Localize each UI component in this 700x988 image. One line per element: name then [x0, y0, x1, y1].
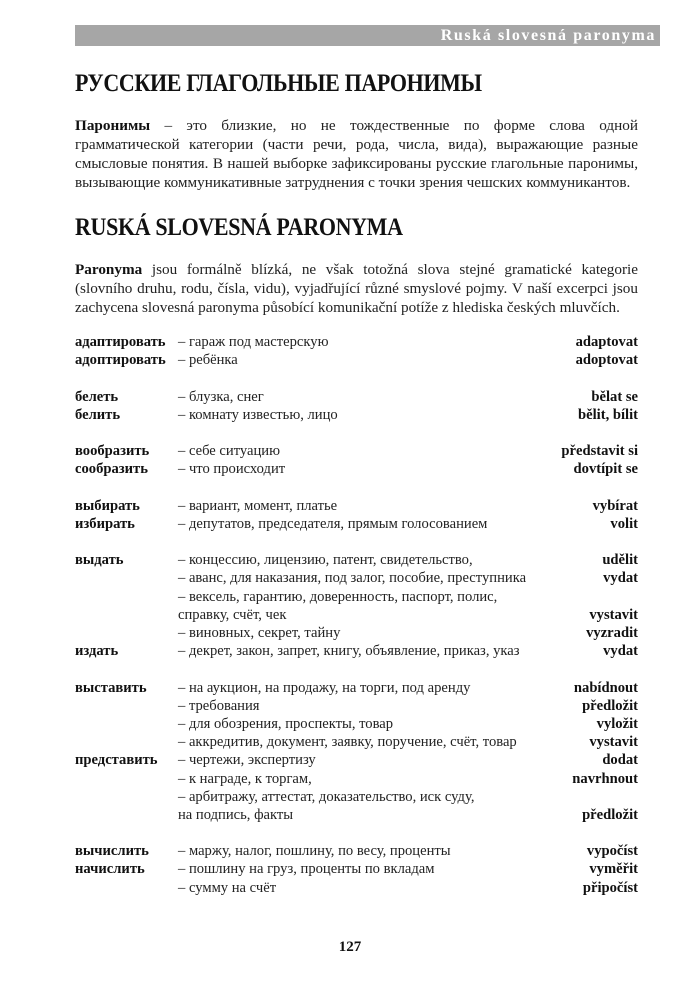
heading-russian: РУССКИЕ ГЛАГОЛЬНЫЕ ПАРОНИМЫ	[75, 70, 482, 97]
term-russian: Паронимы	[75, 117, 151, 134]
usage-context: – к награде, к торгам,	[178, 770, 312, 787]
czech-translation: bělat se	[591, 388, 638, 405]
russian-verb: избирать	[75, 515, 135, 532]
czech-translation: dovtípit se	[573, 461, 638, 478]
usage-context: – пошлину на груз, проценты по вкладам	[178, 861, 435, 878]
russian-verb: представить	[75, 752, 158, 769]
czech-translation: vydat	[603, 643, 638, 660]
russian-verb: адаптировать	[75, 334, 166, 350]
entry-spacer	[75, 533, 638, 551]
czech-translation: dodat	[602, 752, 638, 769]
czech-translation: volit	[610, 515, 638, 532]
entry-spacer	[75, 369, 638, 387]
czech-translation: připočíst	[582, 879, 638, 896]
entry-spacer	[75, 479, 638, 497]
czech-translation: předložit	[582, 697, 638, 714]
entry-row	[75, 333, 638, 351]
usage-context: – депутатов, председателя, прямым голосованием	[178, 515, 488, 532]
usage-context: справку, счёт, чек	[178, 606, 287, 623]
usage-context: – для обозрения, проспекты, товар	[178, 715, 394, 732]
russian-verb: белить	[75, 406, 121, 423]
russian-verb: выбирать	[75, 497, 140, 514]
paragraph-russian	[75, 116, 638, 192]
usage-context: – блузка, снег	[178, 388, 264, 405]
entry-row	[75, 806, 638, 824]
czech-translation: vyložit	[596, 715, 638, 732]
paronym-list	[75, 333, 638, 897]
czech-translation: udělit	[602, 552, 638, 569]
entry-row	[75, 770, 638, 788]
entry-spacer	[75, 824, 638, 842]
usage-context: – комнату известью, лицо	[178, 406, 338, 423]
russian-verb: белеть	[75, 388, 119, 405]
czech-translation: nabídnout	[573, 679, 638, 696]
czech-translation: vystavit	[589, 734, 638, 751]
usage-context: – концессию, лицензию, патент, свидетельство,	[178, 552, 473, 569]
usage-context: – вариант, момент, платье	[178, 497, 338, 514]
entry-row	[75, 751, 638, 769]
entry-row	[75, 697, 638, 715]
entry-row	[75, 460, 638, 478]
definition-russian: – это близкие, но не тождественные по форме слова одной грамматической категории (части речи, рода, числа, вида), выражающие разные смысловые понятия. В нашей выборке зафиксированы русские глагольные паронимы, вызывающие коммуникативные затруднения с точки зрения чешских коммуникантов.	[75, 117, 638, 191]
running-head: Ruská slovesná paronyma	[75, 25, 660, 46]
usage-context: – аванс, для наказания, под залог, пособие, преступника	[178, 570, 527, 587]
entry-row	[75, 515, 638, 533]
usage-context: – арбитражу, аттестат, доказательство, иск суду,	[178, 788, 475, 805]
entry-row	[75, 715, 638, 733]
usage-context: – чертежи, экспертизу	[178, 752, 316, 769]
definition-czech: jsou formálně blízká, ne však totožná slova stejné gramatické kategorie (slovního druhu, rodu, čísla, vidu), vyjadřující různé smyslové pojmy. V naší excerpci jsou zachycena slovesná paronyma působící komunikační potíže z hlediska českých mluvčích.	[75, 261, 638, 316]
czech-translation: vyzradit	[586, 625, 638, 641]
russian-verb: выставить	[75, 679, 147, 696]
czech-translation: vydat	[603, 570, 638, 587]
usage-context: – виновных, секрет, тайну	[178, 625, 341, 641]
entry-row	[75, 733, 638, 751]
entry-spacer	[75, 424, 638, 442]
usage-context: – аккредитив, документ, заявку, поручение, счёт, товар	[178, 734, 517, 751]
entry-row	[75, 606, 638, 624]
czech-translation: vypočíst	[586, 843, 638, 860]
entry-row	[75, 442, 638, 460]
czech-translation: vystavit	[589, 606, 638, 623]
czech-translation: vybírat	[592, 497, 638, 514]
entry-row	[75, 569, 638, 587]
entry-row	[75, 679, 638, 697]
usage-context: – гараж под мастерскую	[178, 334, 329, 350]
entry-row	[75, 842, 638, 860]
czech-translation: navrhnout	[572, 770, 638, 787]
russian-verb: выдать	[75, 552, 124, 569]
usage-context: – декрет, закон, запрет, книгу, объявление, приказ, указ	[178, 643, 520, 660]
usage-context: на подпись, факты	[178, 806, 294, 823]
entry-row	[75, 551, 638, 569]
russian-verb: сообразить	[75, 461, 148, 478]
czech-translation: bělit, bílit	[578, 406, 638, 423]
entry-row	[75, 497, 638, 515]
russian-verb: начислить	[75, 861, 145, 878]
entry-row	[75, 406, 638, 424]
entry-spacer	[75, 660, 638, 678]
usage-context: – вексель, гарантию, доверенность, паспорт, полис,	[178, 588, 498, 605]
russian-verb: адоптировать	[75, 352, 166, 369]
entry-row	[75, 860, 638, 878]
usage-context: – себе ситуацию	[178, 443, 281, 460]
usage-context: – что происходит	[178, 461, 286, 478]
czech-translation: adoptovat	[575, 352, 638, 369]
usage-context: – на аукцион, на продажу, на торги, под аренду	[178, 679, 471, 696]
heading-czech: RUSKÁ SLOVESNÁ PARONYMA	[75, 214, 403, 241]
usage-context: – ребёнка	[178, 352, 238, 369]
russian-verb: вообразить	[75, 443, 150, 460]
term-czech: Paronyma	[75, 261, 143, 278]
entry-row	[75, 388, 638, 406]
usage-context: – маржу, налог, пошлину, по весу, проценты	[178, 843, 451, 860]
entry-row	[75, 588, 638, 606]
usage-context: – сумму на счёт	[178, 879, 277, 896]
russian-verb: вычислить	[75, 843, 149, 860]
czech-translation: adaptovat	[575, 334, 638, 350]
entry-row	[75, 624, 638, 642]
czech-translation: představit si	[561, 443, 638, 460]
page-number: 127	[338, 939, 362, 955]
entry-row	[75, 351, 638, 369]
czech-translation: předložit	[582, 806, 638, 823]
usage-context: – требования	[178, 697, 260, 714]
entry-row	[75, 642, 638, 660]
paragraph-czech	[75, 260, 638, 317]
russian-verb: издать	[75, 643, 119, 660]
entry-row	[75, 879, 638, 897]
czech-translation: vyměřit	[589, 861, 638, 878]
entry-row	[75, 788, 638, 806]
